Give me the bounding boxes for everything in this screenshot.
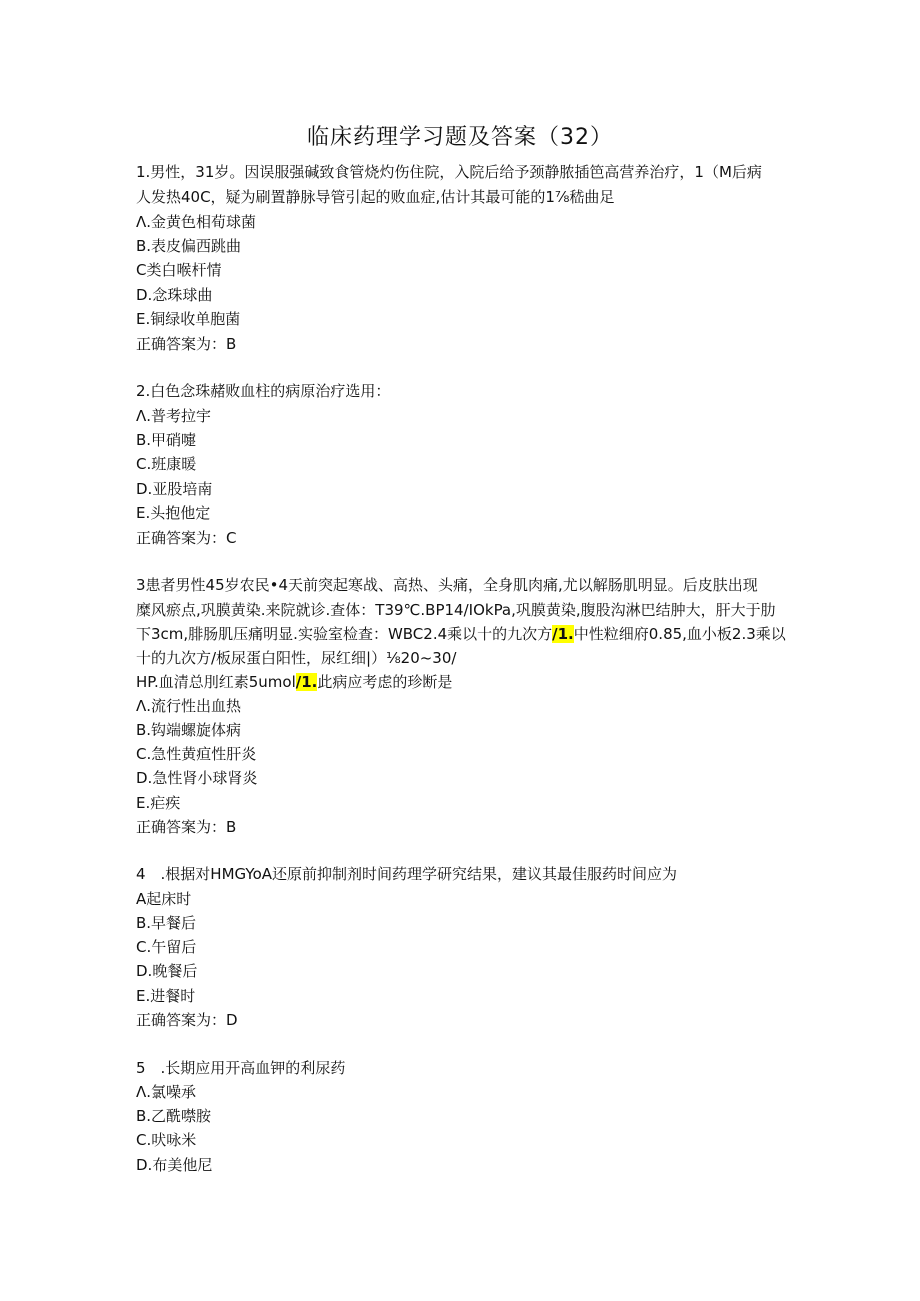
q4-option-e: E.进餐时 bbox=[136, 987, 196, 1005]
q3-stem-line4: 十的九次方/板尿蛋白阳性，尿红细|）⅛20~30/ bbox=[136, 649, 457, 667]
page-title: 临床药理学习题及答案（32） bbox=[307, 125, 613, 150]
q4-option-a: A起床时 bbox=[136, 890, 192, 908]
q2-answer: 正确答案为：C bbox=[136, 529, 237, 547]
q3-stem-line2: 糜风瘀点,巩膜黄染.来院就诊.查体：T39℃.BP14/IOkPa,巩膜黄染,腹股沟淋巴结肿大，肝大于肋 bbox=[136, 601, 776, 619]
q3-option-c: C.急性黄疸性肝炎 bbox=[136, 745, 257, 763]
q3-stem-line3 bbox=[136, 624, 786, 644]
q3-option-d: D.急性肾小球肾炎 bbox=[136, 769, 258, 787]
q3-line3-part1: 下3cm,腓肠肌压痛明显.实验室检查：WBC2.4乘以十的九次方 bbox=[136, 625, 553, 643]
q3-option-a: Λ.流行性出血热 bbox=[136, 697, 242, 715]
q2-option-d: D.亚股培南 bbox=[136, 480, 213, 498]
q1-option-e: E.铜绿收单胞菌 bbox=[136, 310, 241, 328]
q4-stem: 4 .根据对HMGYoA还原前抑制剂时间药理学研究结果，建议其最佳服药时间应为 bbox=[136, 865, 678, 883]
q1-option-a: Λ.金黄色相荀球菌 bbox=[136, 213, 257, 231]
q2-option-c: C.班康暖 bbox=[136, 455, 197, 473]
q2-option-b: B.甲硝嚏 bbox=[136, 431, 197, 449]
q3-line3-part2: 中性粒细府0.85,血小板2.3乘以 bbox=[573, 625, 786, 643]
q1-stem-line2: 人发热40C，疑为刷置静脉导管引起的败血症,估计其最可能的1⅞嵇曲足 bbox=[136, 188, 615, 206]
q3-line5-part1: HP.血清总刖红素5umol bbox=[136, 673, 296, 691]
q5-option-c: C.吠咏米 bbox=[136, 1131, 197, 1149]
q4-option-b: B.早餐后 bbox=[136, 914, 197, 932]
q5-stem: 5 .长期应用开高血钾的利尿药 bbox=[136, 1059, 346, 1077]
q3-option-e: E.疟疾 bbox=[136, 794, 181, 812]
q3-option-b: B.钩端螺旋体病 bbox=[136, 721, 242, 739]
q4-option-d: D.晚餐后 bbox=[136, 962, 198, 980]
q2-option-e: E.头抱他定 bbox=[136, 504, 211, 522]
q1-option-d: D.念珠球曲 bbox=[136, 286, 213, 304]
q1-option-c: C类白喉杆情 bbox=[136, 261, 222, 279]
q3-line5-highlight: /1. bbox=[295, 673, 318, 691]
q5-option-d: D.布美他尼 bbox=[136, 1156, 213, 1174]
q4-option-c: C.午留后 bbox=[136, 938, 197, 956]
q4-answer: 正确答案为：D bbox=[136, 1011, 238, 1029]
q3-answer: 正确答案为：B bbox=[136, 818, 237, 836]
q3-line3-highlight: /1. bbox=[552, 625, 574, 643]
q1-option-b: B.表皮偏西跳曲 bbox=[136, 237, 242, 255]
q3-stem-line5 bbox=[136, 672, 452, 692]
q5-option-b: B.乙酰噤胺 bbox=[136, 1107, 212, 1125]
q1-stem-line1: 1.男性，31岁。因误服强碱致食管烧灼伤住院，入院后给予颈静脓插笆高营养治疗，1（M后病 bbox=[136, 163, 762, 181]
q3-line5-part2: 此病应考虑的珍断是 bbox=[317, 673, 453, 691]
q1-answer: 正确答案为：B bbox=[136, 335, 237, 353]
q5-option-a: Λ.氯噪承 bbox=[136, 1083, 197, 1101]
q3-stem-line1: 3患者男性45岁农民•4天前突起寒战、高热、头痛，全身肌肉痛,尤以解肠肌明显。后皮肤出现 bbox=[136, 576, 758, 594]
q2-option-a: Λ.普考拉宇 bbox=[136, 407, 212, 425]
q2-stem: 2.白色念珠赭败血柱的病原治疗选用： bbox=[136, 382, 391, 400]
